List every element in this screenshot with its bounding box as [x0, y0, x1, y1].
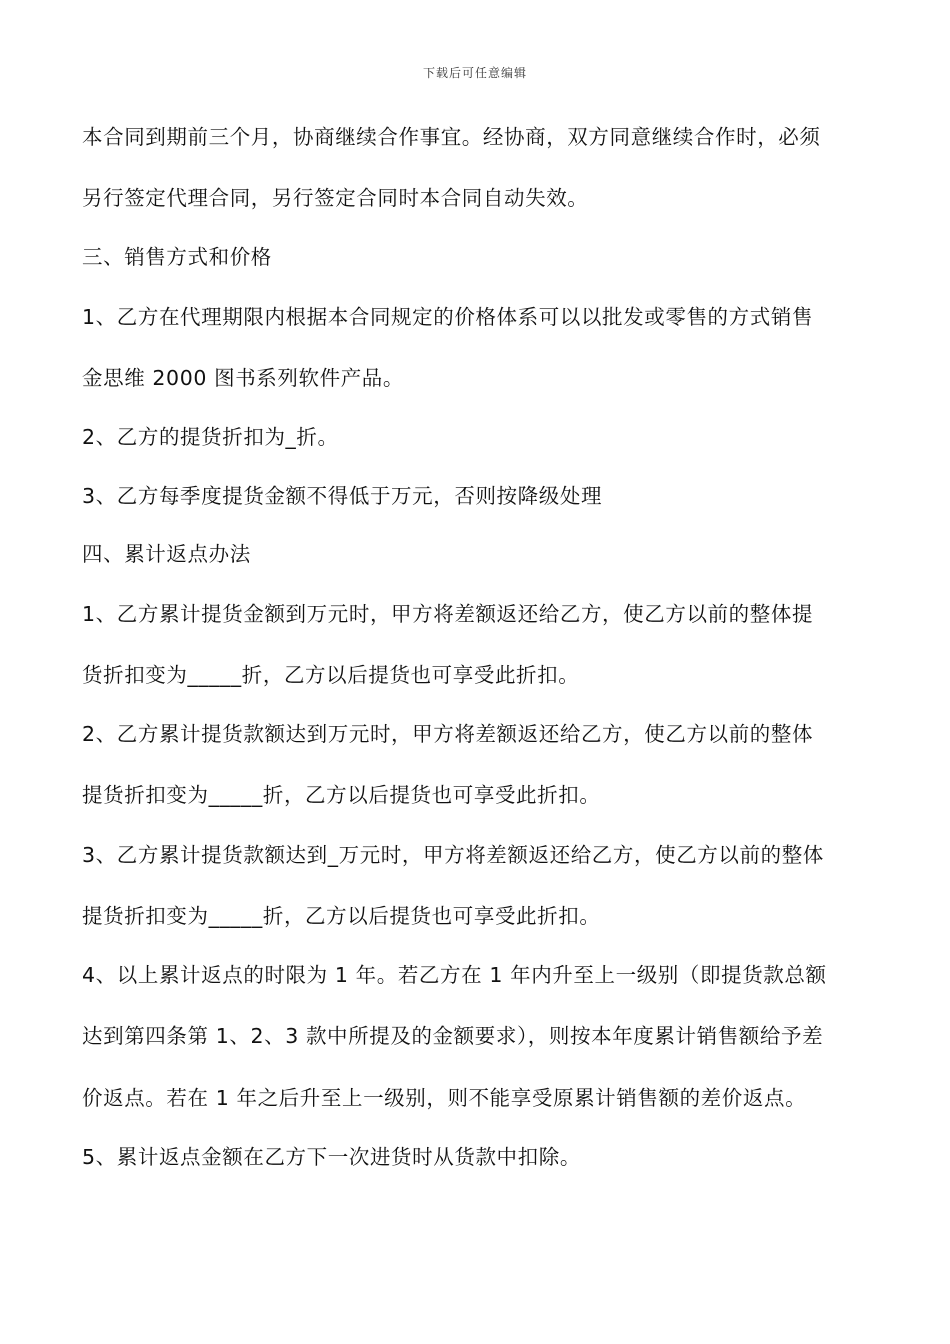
contract-line: 5、累计返点金额在乙方下一次进货时从货款中扣除。 [82, 1145, 581, 1169]
contract-line: 提货折扣变为_____折，乙方以后提货也可享受此折扣。 [82, 904, 601, 928]
section-heading: 四、累计返点办法 [82, 542, 251, 566]
section-heading: 三、销售方式和价格 [82, 245, 272, 269]
contract-line: 1、乙方累计提货金额到万元时，甲方将差额返还给乙方，使乙方以前的整体提 [82, 602, 814, 626]
contract-line: 3、乙方累计提货款额达到_万元时，甲方将差额返还给乙方，使乙方以前的整体 [82, 843, 824, 867]
contract-line: 金思维 2000 图书系列软件产品。 [82, 366, 405, 390]
contract-line: 另行签定代理合同，另行签定合同时本合同自动失效。 [82, 186, 589, 210]
contract-line: 2、乙方累计提货款额达到万元时，甲方将差额返还给乙方，使乙方以前的整体 [82, 722, 814, 746]
contract-line: 2、乙方的提货折扣为_折。 [82, 425, 339, 449]
contract-line: 货折扣变为_____折，乙方以后提货也可享受此折扣。 [82, 663, 580, 687]
contract-line: 提货折扣变为_____折，乙方以后提货也可享受此折扣。 [82, 783, 601, 807]
contract-line: 价返点。若在 1 年之后升至上一级别，则不能享受原累计销售额的差价返点。 [82, 1086, 807, 1110]
header-note: 下载后可任意编辑 [422, 66, 527, 80]
contract-line: 4、以上累计返点的时限为 1 年。若乙方在 1 年内升至上一级别（即提货款总额 [82, 963, 827, 987]
contract-line: 达到第四条第 1、2、3 款中所提及的金额要求），则按本年度累计销售额给予差 [82, 1024, 824, 1048]
contract-line: 3、乙方每季度提货金额不得低于万元，否则按降级处理 [82, 484, 603, 508]
contract-line: 本合同到期前三个月，协商继续合作事宜。经协商，双方同意继续合作时，必须 [82, 125, 821, 149]
contract-line: 1、乙方在代理期限内根据本合同规定的价格体系可以以批发或零售的方式销售 [82, 305, 814, 329]
